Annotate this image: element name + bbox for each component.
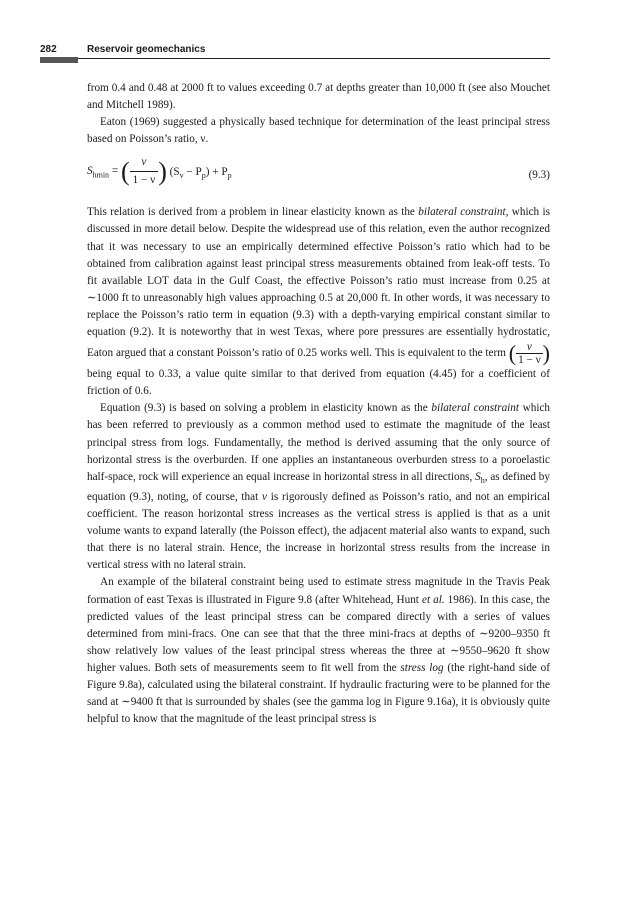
body-text	[87, 80, 550, 728]
paragraph: Eaton (1969) suggested a physically based technique for determination of the least principal stress based on Poisson’s ratio, ν.	[87, 116, 550, 146]
section-title: Reservoir geomechanics	[87, 44, 206, 55]
running-header	[40, 42, 550, 62]
eq-lhs: S	[87, 165, 93, 178]
page-number: 282	[40, 44, 57, 55]
paragraph: from 0.4 and 0.48 at 2000 ft to values exceeding 0.7 at depths greater than 10,000 ft (see also Mouchet and Mitchell 1989).	[87, 82, 550, 112]
paragraph: This relation is derived from a problem in linear elasticity known as the bilateral constraint, which is discussed in more detail below. Despite the widespread use of this relation, even the author recognized that it was necessary to use an empirically determined effective Poisson’s ratio which had to be obtained from calibration against least principal stress measurements obtained from leak-off tests. To fit available LOT data in the Gulf Coast, the effective Poisson’s ratio must increase from 0.25 at ∼1000 ft to unreasonably high values approaching 0.5 at 20,000 ft. In other words, it was necessary to replace the Poisson’s ratio term in equation (9.3) with a depth-varying empirical constant similar to equation (9.2). It is noteworthy that in west Texas, where pore pressures are essentially hydrostatic, Eaton argued that a constant Poisson’s ratio of 0.25 works well. This is equivalent to the term ( $\frac{\nu}{1 - \nu}$ ) being equal to 0.33, a value quite similar to that derived from equation (4.45) for a coefficient of friction of 0.6.	[87, 206, 550, 398]
header-rule	[40, 58, 550, 59]
paragraph: Equation (9.3) is based on solving a problem in elasticity known as the bilateral constraint which has been referred to previously as a common method used to estimate the magnitude of the least principal stress from logs. Fundamentally, the method is derived assuming that the only source of horizontal stress is the overburden. If one applies an instantaneous overburden stress to a poroelastic half-space, rock will experience an equal increase in horizontal stress in all directions, $S_h$, as defined by equation (9.3), noting, of course, that ν is rigorously defined as Poisson’s ratio, and not an empirical coefficient. The reason horizontal stress increases as the vertical stress is applied is that as a unit volume wants to expand laterally (the Poisson effect), the adjacent material also wants to expand, such that there is no lateral strain. Hence, the increase in horizontal stress results from the increase in vertical stress with no lateral strain.	[87, 402, 550, 572]
equation-9-3: $S_{hmin}$ = ( $\frac{\nu}{1 - \nu}$ ) $(S_v - P_p) + P_p$ (9.3)	[87, 152, 550, 200]
paragraph: An example of the bilateral constraint being used to estimate stress magnitude in the Travis Peak formation of east Texas is illustrated in Figure 9.8 (after Whitehead, Hunt et al. 1986). In this case, the predicted values of the least principal stress can be compared directly with a series of values determined from mini-fracs. One can see that that the three mini-fracs at depths of ∼9200–9350 ft show relatively low values of the least principal stress whereas the three at ∼9550–9620 ft show higher values. Both sets of measurements seem to fit well from the stress log (the right-hand side of Figure 9.8a), calculated using the bilateral constraint. If hydraulic fracturing were to be planned for the sand at ∼9400 ft that is surrounded by shales (see the gamma log in Figure 9.16a), it is obviously quite helpful to know that the magnitude of the least principal stress is	[87, 576, 551, 726]
inline-fraction: $\frac{\nu}{1 - \nu}$	[518, 341, 541, 367]
eq-equals: =	[109, 165, 121, 178]
equation-number: (9.3)	[528, 169, 550, 182]
eq-lhs-sub: hmin	[92, 170, 110, 180]
eq-fraction: $\frac{\nu}{1 - \nu}$	[130, 154, 159, 189]
header-bar	[40, 57, 78, 63]
eq-rest: $(S_v - P_p) + P_p$	[169, 165, 232, 180]
